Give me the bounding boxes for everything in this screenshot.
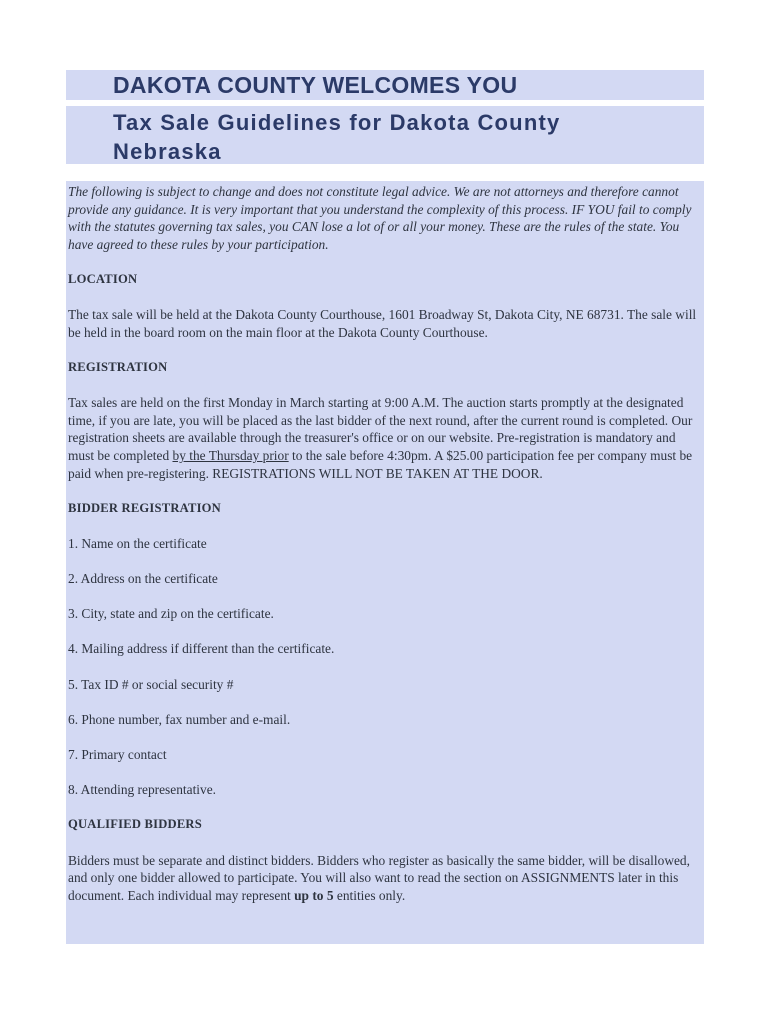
page-subtitle	[113, 108, 673, 166]
bidder-registration-item: 7. Primary contact	[68, 747, 167, 762]
bidder-registration-item: 8. Attending representative.	[68, 782, 216, 798]
qualified-bidders-text-after: entities only.	[333, 887, 406, 903]
registration-heading: REGISTRATION	[68, 359, 168, 374]
entity-limit-bold: up to 5	[294, 887, 334, 903]
bidder-registration-heading: BIDDER REGISTRATION	[68, 500, 221, 515]
subtitle-line-2: Nebraska	[113, 139, 222, 164]
qualified-bidders-text-before: Bidders must be separate and distinct bidders. Bidders who register as basically the same bidder, will be disallowed, and only one bidder allowed to participate. You will also want to read the section on ASSIGNMENTS later in this document. Each individual may represent	[68, 852, 690, 903]
qualified-bidders-heading: QUALIFIED BIDDERS	[68, 817, 202, 832]
bidder-registration-item: 3. City, state and zip on the certificate.	[68, 606, 274, 622]
bidder-registration-item: 2. Address on the certificate	[68, 571, 218, 587]
bidder-registration-item: 5. Tax ID # or social security #	[68, 676, 234, 692]
location-heading: LOCATION	[68, 271, 138, 286]
qualified-bidders-paragraph	[68, 852, 702, 905]
bidder-registration-item: 4. Mailing address if different than the certificate.	[68, 641, 335, 657]
bidder-registration-item: 6. Phone number, fax number and e-mail.	[68, 711, 291, 727]
registration-deadline-underlined: by the Thursday prior	[172, 447, 289, 463]
page-title: DAKOTA COUNTY WELCOMES YOU	[113, 72, 518, 98]
disclaimer-paragraph: The following is subject to change and does not constitute legal advice. We are not attorneys and therefore cannot provide any guidance. It is very important that you understand the complexity of this process. IF YOU fail to comply with the statutes governing tax sales, you CAN lose a lot of or all your money. These are the rules of the state. You have agreed to these rules by your participation.	[68, 184, 692, 252]
registration-text-after: to the sale before 4:30pm. A $25.00 participation fee per company must be paid when pre-registering. REGISTRATIONS WILL NOT BE TAKEN AT THE DOOR.	[68, 447, 693, 481]
bidder-registration-item: 1. Name on the certificate	[68, 535, 207, 551]
location-paragraph: The tax sale will be held at the Dakota County Courthouse, 1601 Broadway St, Dakota City, NE 68731. The sale will be held in the board room on the main floor at the Dakota County Courthouse.	[68, 307, 697, 340]
registration-text-before: Tax sales are held on the first Monday in March starting at 9:00 A.M. The auction starts promptly at the designated time, if you are late, you will be placed as the last bidder of the next round, after the current round is completed. Our registration sheets are available through the treasurer's office or on our website. Pre-registration is mandatory and must be completed	[68, 395, 693, 463]
document-body	[68, 183, 702, 922]
subtitle-line-1: Tax Sale Guidelines for Dakota County	[113, 110, 561, 135]
registration-paragraph	[68, 394, 702, 482]
